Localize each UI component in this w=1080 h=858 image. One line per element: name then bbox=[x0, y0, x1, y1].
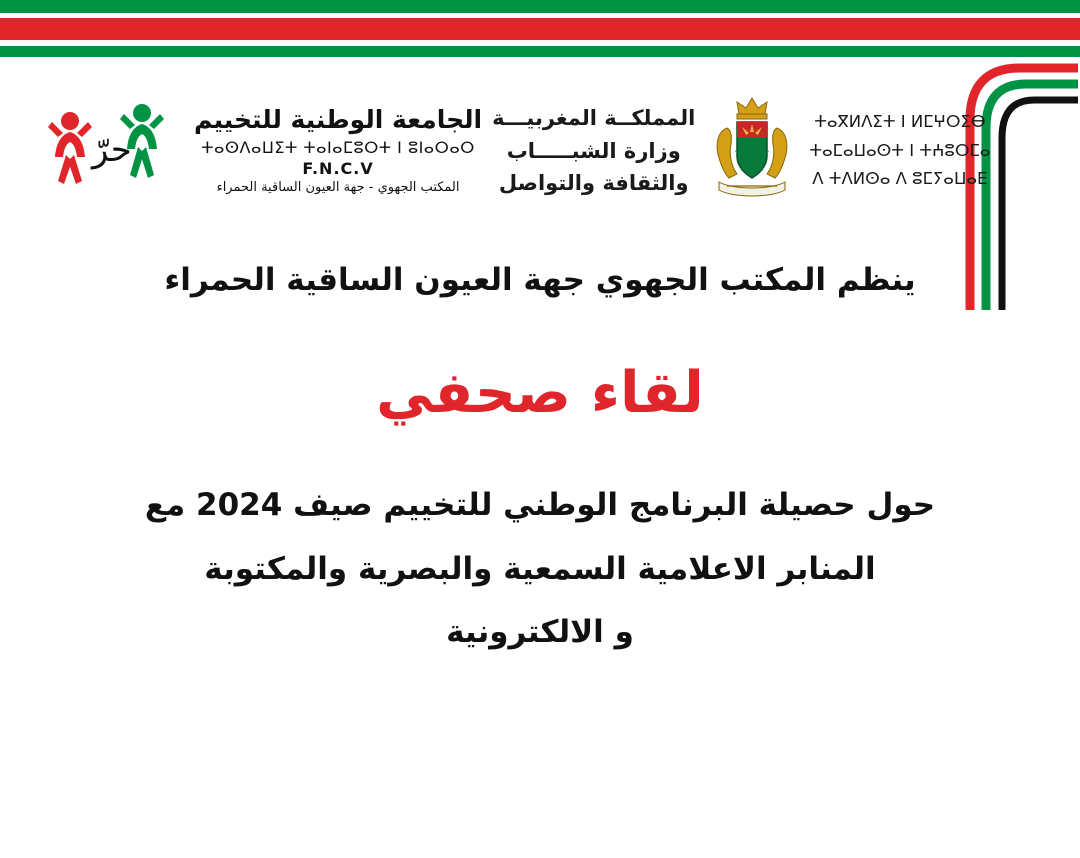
fncv-arabic-calligraphy: حرّ bbox=[92, 130, 132, 170]
fncv-kids-logo bbox=[46, 91, 176, 211]
ministry-arabic-line-3: والثقافة والتواصل bbox=[498, 171, 689, 196]
ministry-tifinagh-line-1: ⵜⴰⴳⵍⴷⵉⵜ ⵏ ⵍⵎⵖⵔⵉⴱ bbox=[814, 111, 986, 131]
poster-page bbox=[0, 57, 1080, 665]
poster-body bbox=[0, 211, 1080, 665]
about-line-2: المنابر الاعلامية السمعية والبصرية والمكتوبة bbox=[204, 550, 876, 587]
header-logos-row bbox=[0, 57, 1080, 211]
top-bar-green-secondary bbox=[0, 46, 1080, 57]
ministry-tifinagh-line-2: ⵜⴰⵎⴰⵡⴰⵙⵜ ⵏ ⵜⵄⵓⵔⵎⴰ bbox=[809, 140, 991, 160]
ministry-arabic-line-2: وزارة الشبـــــاب bbox=[506, 138, 681, 163]
fncv-text-block bbox=[194, 106, 482, 195]
top-decorative-bars bbox=[0, 0, 1080, 57]
about-line-1: حول حصيلة البرنامج الوطني للتخييم صيف 2024 مع bbox=[144, 487, 936, 524]
top-bar-green bbox=[0, 0, 1080, 13]
ministry-arabic-name bbox=[492, 102, 695, 200]
ministry-arabic-line-1: المملكــة المغربيـــة bbox=[492, 106, 696, 131]
ministry-tifinagh-name bbox=[809, 108, 990, 195]
organizer-line: ينظم المكتب الجهوي جهة العيون الساقية الحمراء bbox=[164, 262, 916, 298]
fncv-regional-subtitle: المكتب الجهوي - جهة العيون الساقية الحمراء bbox=[216, 179, 460, 195]
morocco-coat-of-arms-icon bbox=[709, 94, 795, 209]
fncv-tifinagh-name: ⵜⴰⵙⴷⴰⵡⵉⵜ ⵜⴰⵏⴰⵎⵓⵔⵜ ⵏ ⵓⵏⴰⵔⴰⵔ bbox=[201, 138, 475, 158]
ministry-block bbox=[492, 94, 990, 209]
coat-of-arms-svg bbox=[709, 94, 795, 209]
fncv-arabic-name: الجامعة الوطنية للتخييم bbox=[194, 105, 483, 135]
event-title: لقاء صحفي bbox=[376, 359, 704, 426]
about-line-3: و الالكترونية bbox=[446, 614, 634, 651]
ministry-tifinagh-line-3: ⴷ ⵜⴷⵍⵙⴰ ⴷ ⵓⵎⵢⴰⵡⴰⴹ bbox=[812, 169, 988, 189]
top-bar-red bbox=[0, 18, 1080, 40]
fncv-abbreviation: F.N.C.V bbox=[302, 159, 374, 179]
